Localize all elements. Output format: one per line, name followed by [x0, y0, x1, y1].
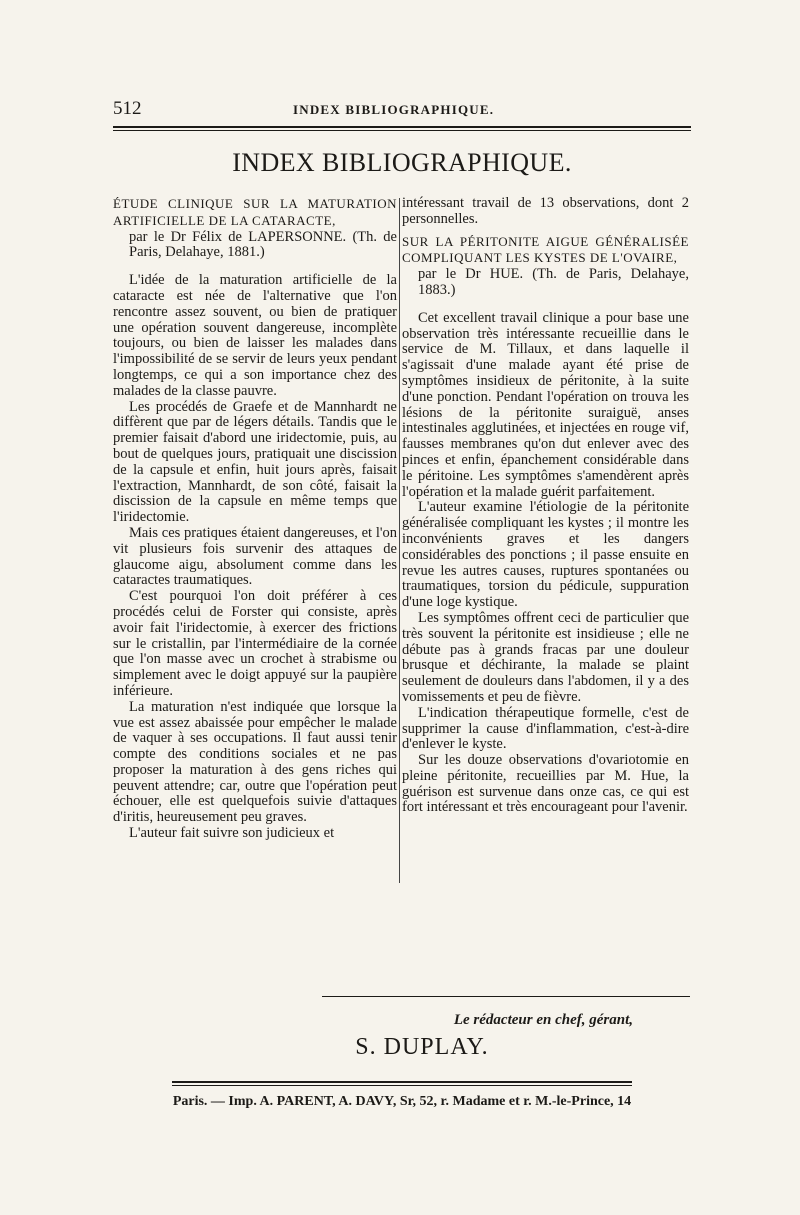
page-title: INDEX BIBLIOGRAPHIQUE.	[232, 148, 572, 177]
column-divider	[399, 198, 400, 883]
right-column	[402, 196, 689, 816]
page-number: 512	[113, 98, 142, 119]
paragraph-continuation: intéressant travail de 13 observations, dont 2 personnelles.	[402, 195, 689, 227]
paragraph: Les symptômes offrent ceci de particulier que très souvent la péritonite est insidieuse ; elle ne débute pas à grands fracas par une douleur brusque et déchirante, la malade se plaint seulement de douleurs dans l'abdomen, il y a des vomissements et peu de fièvre.	[402, 609, 689, 705]
paragraph: L'auteur examine l'étiologie de la péritonite généralisée compliquant les kystes ; il montre les inconvénients graves et les dangers considérables des ponctions ; il passe ensuite en revue les autres causes, ruptures spontanées ou traumatiques, torsion du pédicule, suppuration d'une loge kystique.	[402, 499, 689, 611]
paragraph: Sur les douze observations d'ovariotomie en pleine péritonite, recueillies par M. Hue, la guérison est survenue dans onze cas, ce qui est fort intéressant et très encourageant pour l'avenir.	[402, 752, 689, 816]
running-head	[113, 98, 691, 120]
footer-rule-short	[322, 996, 690, 997]
signature-line: Le rédacteur en chef, gérant,	[453, 1012, 633, 1028]
footer-rule-thick	[172, 1081, 632, 1083]
header-rule-thick	[113, 126, 691, 128]
entry-citation: par le Dr Félix de LAPERSONNE. (Th. de Paris, Delahaye, 1881.)	[129, 228, 397, 261]
entry-heading-cataracte	[113, 196, 397, 261]
paragraph: Les procédés de Graefe et de Mannhardt ne diffèrent que par de légers détails. Tandis que le premier faisait d'abord une iridectomie, puis, au bout de quelques jours, pratiquait une discission de la capsule et enfin, huit jours après, faisait l'extraction, Mannhardt, de son côté, faisait la discission de la capsule en même temps que l'iridectomie.	[113, 398, 397, 526]
editor-name: S. DUPLAY.	[355, 1034, 489, 1060]
printer-imprint: Paris. — Imp. A. PARENT, A. DAVY, Sr, 52, r. Madame et r. M.-le-Prince, 14	[172, 1094, 632, 1109]
left-column	[113, 196, 397, 842]
paragraph: Cet excellent travail clinique a pour base une observation très intéressante recueillie dans le service de M. Tillaux, et dans laquelle il s'agissait d'une malade ayant été prise de symptômes insidieux de péritonite, à la suite d'une ponction. Pendant l'opération on trouva les lésions de la péritonite suraiguë, anses intestinales agglutinées, et injectées en rouge vif, fausses membranes qu'on dut enlever avec des pinces et enfin, épanchement considérable dans le péritoine. Les symptômes s'amendèrent après l'opération et la malade guérit parfaitement.	[402, 309, 689, 500]
paragraph: L'auteur fait suivre son judicieux et	[129, 825, 335, 842]
footer-rule-thin	[172, 1085, 632, 1086]
entry-title: ÉTUDE CLINIQUE SUR LA MATURATION ARTIFICIELLE DE LA CATARACTE,	[113, 196, 397, 228]
entry-heading-peritonite	[402, 234, 689, 299]
paragraph: L'idée de la maturation artificielle de la cataracte est née de l'alternative que l'on rencontre assez souvent, ou bien de pratiquer une opération souvent dangereuse, incomplète toujours, ou bien de laisser les malades dans l'impossibilité de se servir de leurs yeux pendant longtemps, ce qui a son importance chez des malades de la classe pauvre.	[113, 272, 397, 399]
paragraph: La maturation n'est indiquée que lorsque la vue est assez abaissée pour empêcher le malade de vaquer à ses occupations. Il faut aussi tenir compte des conditions sociales et ne pas proposer la maturation à des gens riches qui peuvent attendre; car, outre que l'opération peut échouer, elle est quelquefois suivie d'attaques d'iritis, heureusement peu graves.	[113, 698, 397, 826]
paragraph: L'indication thérapeutique formelle, c'est de supprimer la cause d'inflammation, c'est-à-dire d'enlever le kyste.	[402, 704, 689, 753]
entry-citation: par le Dr HUE. (Th. de Paris, Delahaye, 1883.)	[418, 266, 689, 298]
running-title: INDEX BIBLIOGRAPHIQUE.	[293, 102, 495, 117]
paragraph: Mais ces pratiques étaient dangereuses, et l'on vit plusieurs fois survenir des attaques de glaucome aigu, absolument comme dans les cataractes traumatiques.	[113, 524, 397, 589]
entry-title: SUR LA PÉRITONITE AIGUE GÉNÉRALISÉE COMPLIQUANT LES KYSTES DE L'OVAIRE,	[402, 233, 689, 266]
paragraph: C'est pourquoi l'on doit préférer à ces procédés celui de Forster qui consiste, après avoir fait l'iridectomie, à exercer des frictions sur le cristallin, par l'intermédiaire de la cornée que l'on masse avec un crochet à strabisme ou simplement avec le doigt appuyé sur la paupière inférieure.	[113, 588, 397, 699]
header-rule-thin	[113, 130, 691, 131]
